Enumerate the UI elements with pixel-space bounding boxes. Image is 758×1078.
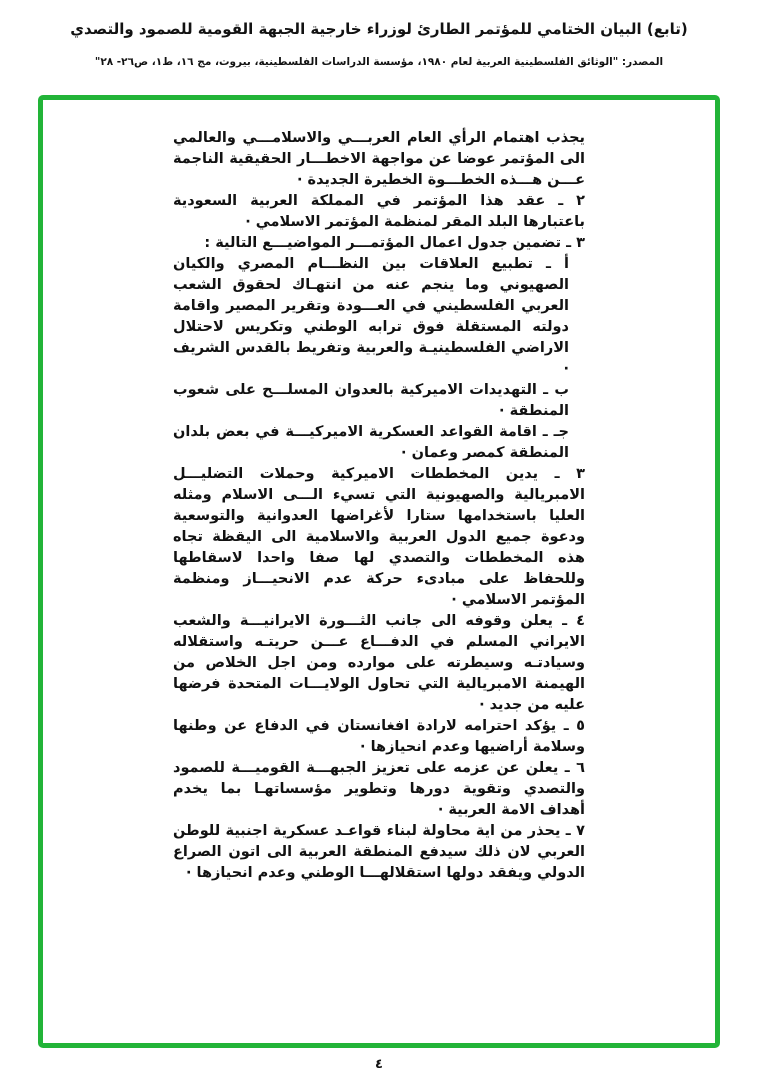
paragraph-item-2: ٢ ـ عقد هذا المؤتمر في المملكة العربية السعودية باعتبارها البلد المقر لمنظمة المؤتمر الاسلامي · (173, 193, 585, 230)
source-line: المصدر: "الوثائق الفلسطينية العربية لعام ١٩٨٠، مؤسسة الدراسات الفلسطينية، بيروت، مج ١٦، ط١، ص٢٦- ٢٨" (94, 56, 664, 68)
paragraph-intro: يجذب اهتمام الرأي العام العربـــي والاسلامـــي والعالمي الى المؤتمر عوضا عن مواجهة الاخطـــار الحقيقية الناجمة عـــن هـــذه الخطـــوة الخطيرة الجديدة · (173, 130, 585, 188)
paragraph-subitem-a: أ ـ تطبيع العلاقات بين النظـــام المصري والكيان الصهيوني وما ينجم عنه من انتهـاك لحقوق الشعب العربي الفلسطيني في العـــودة وتقرير المصير واقامة دولته المستقلة فوق ترابه الوطني وتكريس لاحتلال الاراضي الفلسطينيـة والعربية وتفريط بالقدس الشريف · (173, 256, 569, 377)
paragraph-item-7: ٧ ـ يحذر من اية محاولة لبناء قواعـد عسكرية اجنبية للوطن العربي لان ذلك سيدفع المنطقة العربية الى اتون الصراع الدولي ويفقد دولها استقلالهـــا الوطني وعدم انحيازها · (173, 823, 585, 881)
paragraph-item-6: ٦ ـ يعلن عن عزمه على تعزيز الجبهـــة القوميـــة للصمود والتصدي وتقوية دورها وتطوير مؤسساتهـا بما يخدم أهداف الامة العربية · (173, 760, 585, 818)
paragraph-subitem-j: جـ ـ اقامة القواعد العسكرية الاميركيـــة في بعض بلدان المنطقة كمصر وعمان · (173, 424, 569, 461)
paragraph-item-3b: ٣ ـ يدين المخططات الاميركية وحملات التضليـــل الامبريالية والصهيونية التي تسيء الـــى الاسلام ومثله العليا باستخدامها ستارا لأغراضها العدوانية والتوسعية ودعوة جميع الدول العربية والاسلامية الى اليقظة تجاه هذه المخططات والتصدي لها صفا واحدا لاسقاطها وللحفاظ على مبادىء حركة عدم الانحيـــاز ومنظمة المؤتمر الاسلامي · (173, 466, 585, 608)
document-body (173, 128, 585, 884)
paragraph-item-3: ٣ ـ تضمين جدول اعمال المؤتمـــر المواضيـــع التالية : (204, 235, 585, 251)
paragraph-item-5: ٥ ـ يؤكد احترامه لارادة افغانستان في الدفاع عن وطنها وسلامة أراضيها وعدم انحيازها · (173, 718, 585, 755)
document-title: (تابع) البيان الختامي للمؤتمر الطارئ لوزراء خارجية الجبهة القومية للصمود والتصدي (70, 20, 688, 38)
paragraph-item-4: ٤ ـ يعلن وقوفه الى جانب الثـــورة الايرانيـــة والشعب الايراني المسلم في الدفـــاع عـــن حريتـه واستقلاله وسيادتـه وسيطرته على موارده ومن اجل الخلاص من الهيمنة الامبريالية التي تحاول الولايـــات المتحدة فرضها عليه من جديد · (173, 613, 585, 713)
paragraph-subitem-b: ب ـ التهديدات الاميركية بالعدوان المسلـــح على شعوب المنطقة · (173, 382, 569, 419)
green-border-frame (38, 95, 720, 1048)
page-number: ٤ (375, 1057, 383, 1072)
